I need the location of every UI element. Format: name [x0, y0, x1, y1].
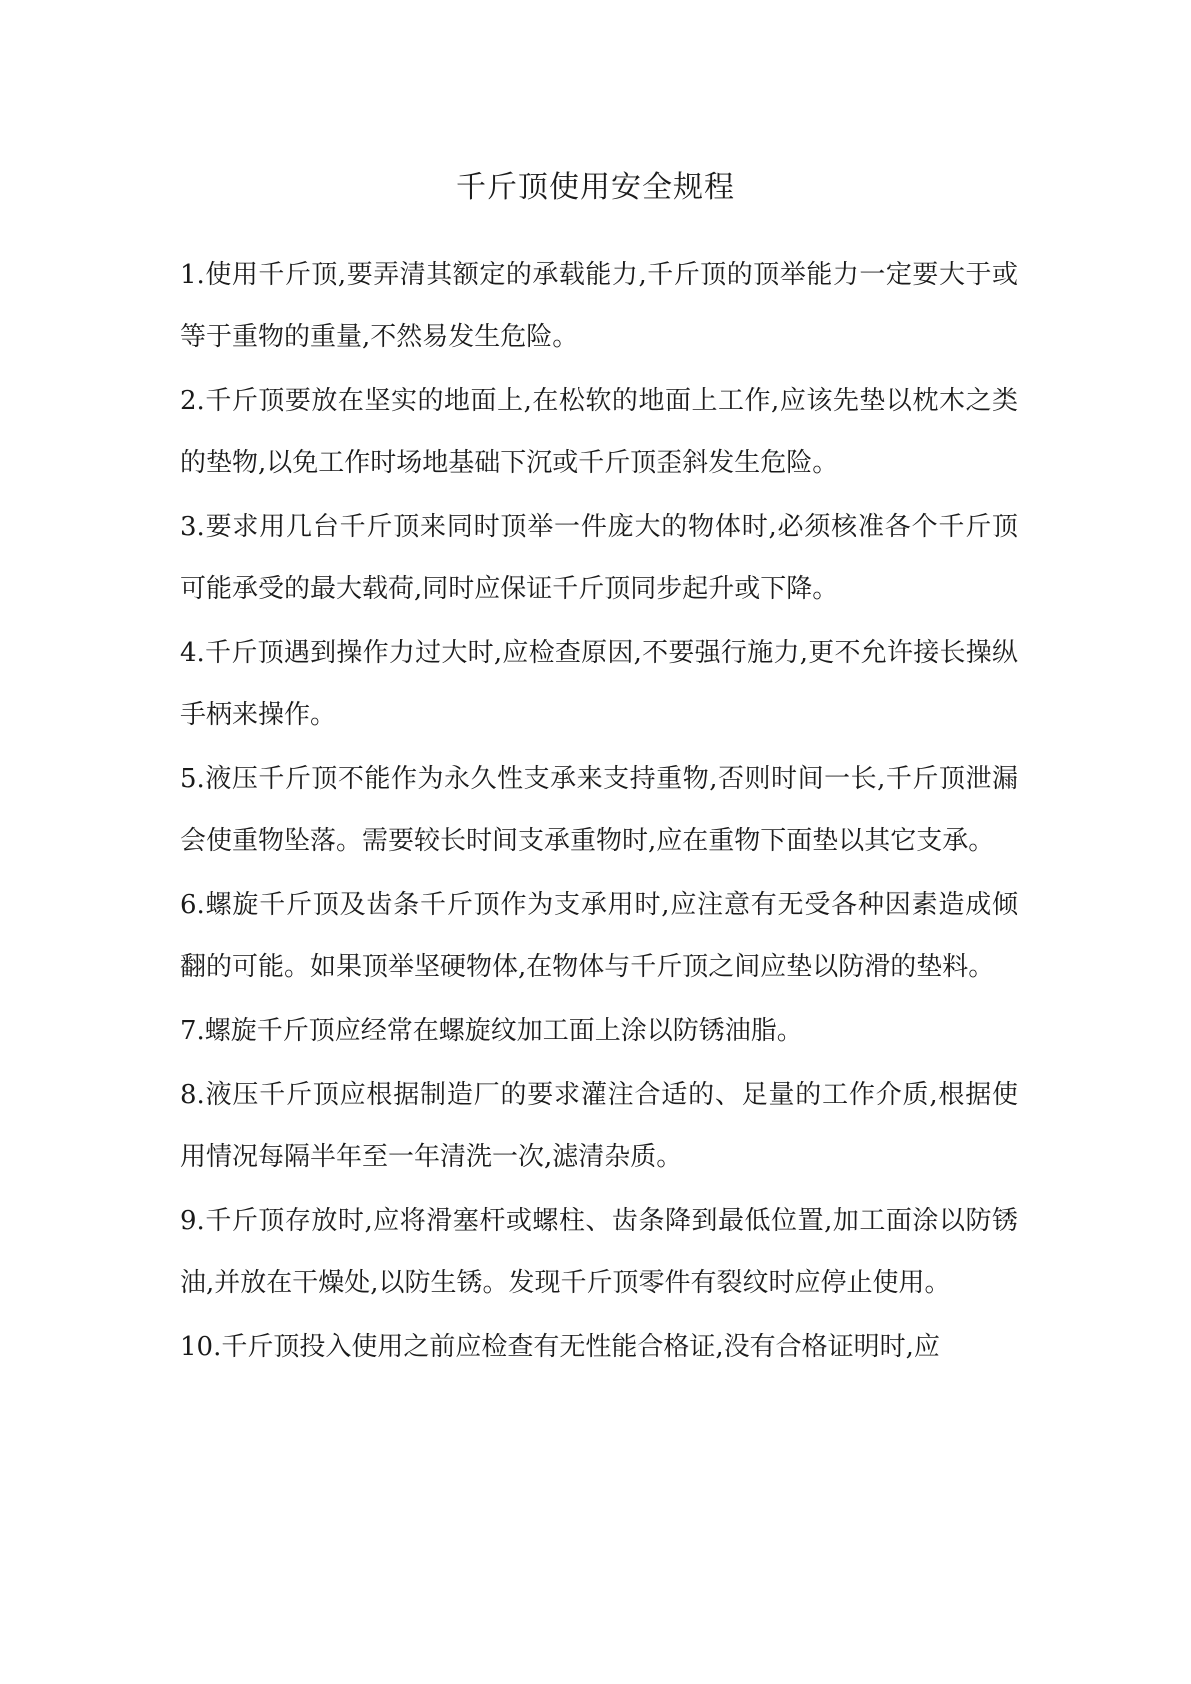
paragraph-6: 6.螺旋千斤顶及齿条千斤顶作为支承用时,应注意有无受各种因素造成倾翻的可能。如果顶举坚硬物体,在物体与千斤顶之间应垫以防滑的垫料。 — [180, 890, 1018, 982]
paragraph-8: 8.液压千斤顶应根据制造厂的要求灌注合适的、足量的工作介质,根据使用情况每隔半年至一年清洗一次,滤清杂质。 — [180, 1080, 1018, 1172]
document-title: 千斤顶使用安全规程 — [456, 170, 735, 205]
paragraph-3: 3.要求用几台千斤顶来同时顶举一件庞大的物体时,必须核准各个千斤顶可能承受的最大载荷,同时应保证千斤顶同步起升或下降。 — [180, 512, 1018, 604]
paragraph-9: 9.千斤顶存放时,应将滑塞杆或螺柱、齿条降到最低位置,加工面涂以防锈油,并放在干燥处,以防生锈。发现千斤顶零件有裂纹时应停止使用。 — [180, 1206, 1018, 1298]
paragraph-1: 1.使用千斤顶,要弄清其额定的承载能力,千斤顶的顶举能力一定要大于或等于重物的重量,不然易发生危险。 — [180, 260, 1018, 352]
document-body — [180, 244, 1018, 1378]
paragraph-7: 7.螺旋千斤顶应经常在螺旋纹加工面上涂以防锈油脂。 — [180, 1016, 803, 1046]
paragraph-5: 5.液压千斤顶不能作为永久性支承来支持重物,否则时间一长,千斤顶泄漏会使重物坠落。需要较长时间支承重物时,应在重物下面垫以其它支承。 — [180, 764, 1018, 856]
paragraph-4: 4.千斤顶遇到操作力过大时,应检查原因,不要强行施力,更不允许接长操纵手柄来操作。 — [180, 638, 1018, 730]
paragraph-10: 10.千斤顶投入使用之前应检查有无性能合格证,没有合格证明时,应 — [180, 1332, 940, 1362]
paragraph-2: 2.千斤顶要放在坚实的地面上,在松软的地面上工作,应该先垫以枕木之类的垫物,以免工作时场地基础下沉或千斤顶歪斜发生危险。 — [180, 386, 1018, 478]
